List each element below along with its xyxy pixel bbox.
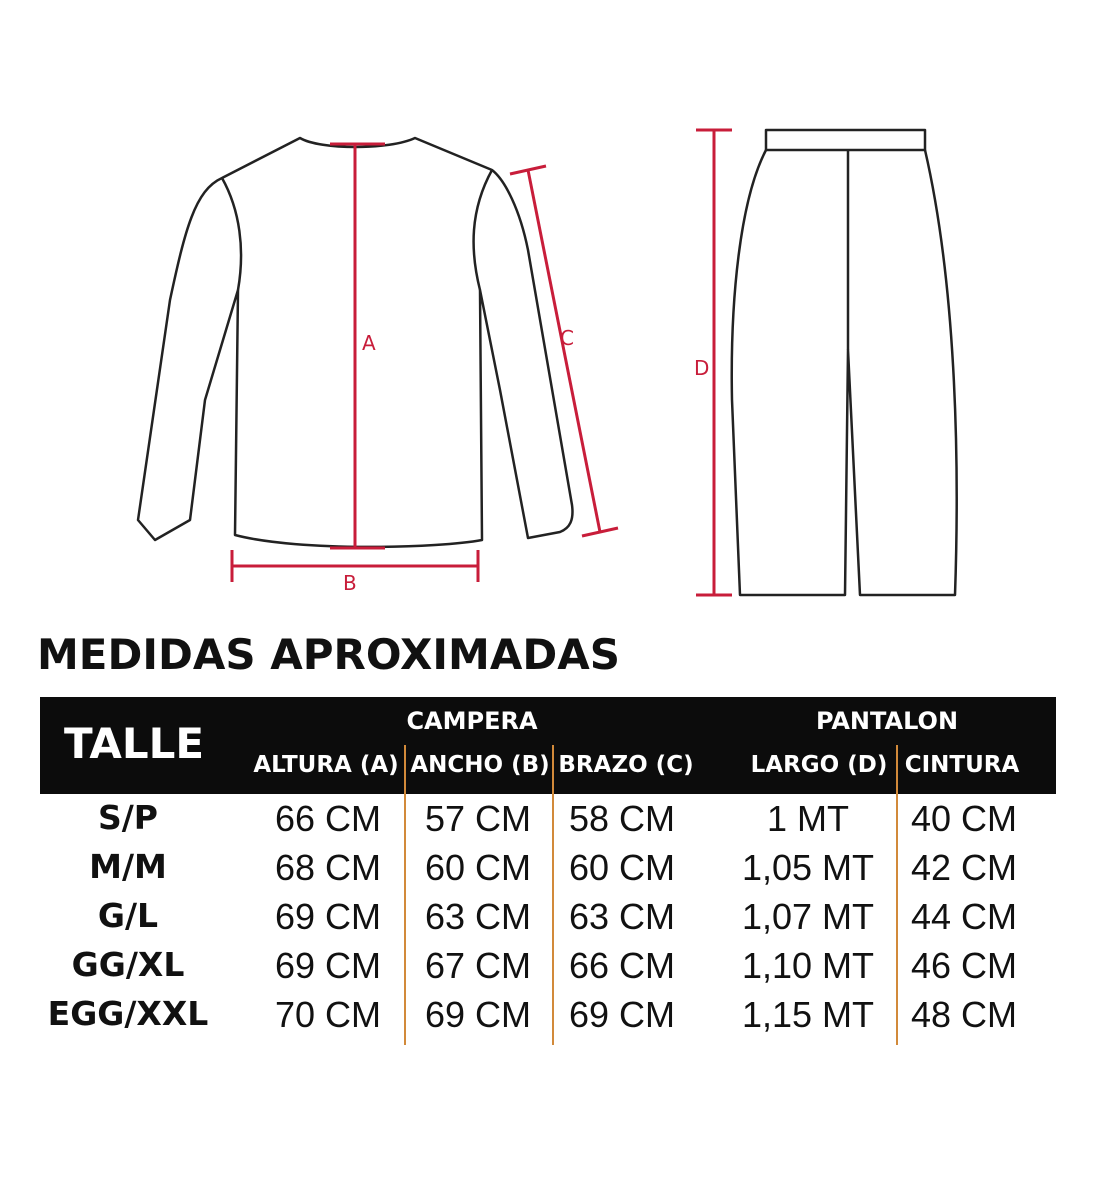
- column-header-largo: LARGO (D): [750, 752, 888, 778]
- page-title: MEDIDAS APROXIMADAS: [37, 630, 620, 679]
- altura-cell: 69 CM: [274, 945, 382, 986]
- measure-a-label: A: [362, 331, 376, 355]
- altura-cell: 70 CM: [274, 994, 382, 1035]
- size-cell: GG/XL: [71, 945, 185, 984]
- cintura-cell: 46 CM: [910, 945, 1018, 986]
- ancho-cell: 57 CM: [424, 798, 532, 839]
- cintura-cell: 48 CM: [910, 994, 1018, 1035]
- altura-cell: 68 CM: [274, 847, 382, 888]
- cintura-cell: 44 CM: [910, 896, 1018, 937]
- measure-c-label: C: [560, 326, 574, 350]
- measure-d-label: D: [694, 356, 710, 380]
- measure-a-line: [330, 144, 385, 548]
- column-header-cintura: CINTURA: [904, 752, 1020, 778]
- group-header-pantalon: PANTALON: [815, 707, 959, 735]
- largo-cell: 1 MT: [766, 798, 850, 839]
- largo-cell: 1,07 MT: [741, 896, 875, 937]
- table-row: [40, 798, 1056, 848]
- altura-cell: 66 CM: [274, 798, 382, 839]
- altura-cell: 69 CM: [274, 896, 382, 937]
- brazo-cell: 63 CM: [568, 896, 676, 937]
- largo-cell: 1,15 MT: [741, 994, 875, 1035]
- ancho-cell: 69 CM: [424, 994, 532, 1035]
- table-row: [40, 847, 1056, 897]
- largo-cell: 1,05 MT: [741, 847, 875, 888]
- table-header: [40, 697, 1056, 794]
- brazo-cell: 69 CM: [568, 994, 676, 1035]
- size-cell: EGG/XXL: [47, 994, 209, 1033]
- measure-b-label: B: [343, 571, 357, 595]
- largo-cell: 1,10 MT: [741, 945, 875, 986]
- table-row: [40, 945, 1056, 995]
- size-cell: G/L: [97, 896, 159, 935]
- group-header-campera: CAMPERA: [406, 707, 538, 735]
- table-row: [40, 994, 1056, 1044]
- size-cell: S/P: [97, 798, 159, 837]
- ancho-cell: 60 CM: [424, 847, 532, 888]
- ancho-cell: 63 CM: [424, 896, 532, 937]
- talle-header: TALLE: [64, 719, 205, 768]
- ancho-cell: 67 CM: [424, 945, 532, 986]
- measure-c-line: [510, 166, 618, 536]
- size-cell: M/M: [89, 847, 167, 886]
- brazo-cell: 58 CM: [568, 798, 676, 839]
- brazo-cell: 66 CM: [568, 945, 676, 986]
- pants-outline: [732, 130, 957, 595]
- cintura-cell: 42 CM: [910, 847, 1018, 888]
- brazo-cell: 60 CM: [568, 847, 676, 888]
- column-header-altura: ALTURA (A): [253, 752, 399, 778]
- column-header-brazo: BRAZO (C): [558, 752, 694, 778]
- table-row: [40, 896, 1056, 946]
- column-header-ancho: ANCHO (B): [410, 752, 550, 778]
- cintura-cell: 40 CM: [910, 798, 1018, 839]
